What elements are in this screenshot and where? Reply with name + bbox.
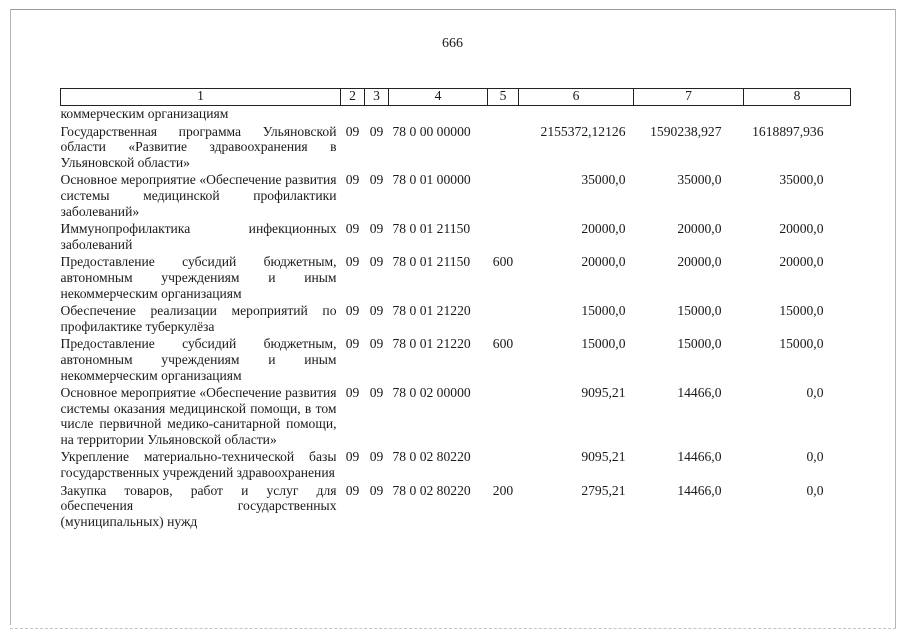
table-row (61, 447, 851, 480)
row-subsection: 09 (369, 254, 384, 270)
page-border-bottom (10, 628, 896, 629)
row-amount-year-2: 1590238,927 (650, 123, 722, 139)
header-col-2: 2 (341, 89, 365, 106)
row-section: 09 (345, 123, 360, 139)
row-amount-year-3: 15000,0 (779, 336, 824, 352)
row-expense-type: 200 (492, 482, 514, 498)
table-row (61, 252, 851, 301)
row-description: Предоставление субсидий бюджетным, автономным учреждениям и иным некоммерческим организациям (60, 254, 337, 301)
table-row (61, 122, 851, 171)
table-row (61, 301, 851, 334)
table-row (61, 170, 851, 219)
row-amount-year-2: 14466,0 (677, 449, 722, 465)
header-col-1: 1 (61, 89, 341, 106)
row-subsection: 09 (369, 123, 384, 139)
table-row (61, 219, 851, 252)
row-amount-year-1: 15000,0 (581, 336, 626, 352)
row-amount-year-1: 15000,0 (581, 303, 626, 319)
table-body (61, 122, 851, 530)
row-amount-year-3: 20000,0 (779, 221, 824, 237)
row-amount-year-1: 2155372,12126 (540, 123, 626, 139)
row-amount-year-2: 14466,0 (677, 482, 722, 498)
table-header-row (61, 89, 851, 106)
row-section: 09 (345, 303, 360, 319)
header-col-7: 7 (634, 89, 744, 106)
row-expense-type (488, 447, 519, 480)
continuation-row (61, 106, 851, 122)
page-border-right (895, 9, 896, 629)
row-amount-year-1: 2795,21 (581, 482, 626, 498)
row-target-article: 78 0 01 21220 (392, 303, 471, 319)
header-col-5: 5 (488, 89, 519, 106)
row-amount-year-2: 15000,0 (677, 303, 722, 319)
row-target-article: 78 0 01 00000 (392, 172, 471, 188)
row-target-article: 78 0 01 21220 (392, 336, 471, 352)
row-subsection: 09 (369, 449, 384, 465)
row-subsection: 09 (369, 221, 384, 237)
row-amount-year-1: 9095,21 (581, 449, 626, 465)
row-amount-year-3: 35000,0 (779, 172, 824, 188)
row-amount-year-2: 35000,0 (677, 172, 722, 188)
row-amount-year-3: 0,0 (806, 449, 824, 465)
row-amount-year-3: 15000,0 (779, 303, 824, 319)
row-subsection: 09 (369, 336, 384, 352)
row-section: 09 (345, 254, 360, 270)
row-amount-year-1: 20000,0 (581, 254, 626, 270)
header-col-8: 8 (744, 89, 851, 106)
row-section: 09 (345, 385, 360, 401)
row-target-article: 78 0 02 00000 (392, 385, 471, 401)
row-expense-type (488, 219, 519, 252)
row-subsection: 09 (369, 172, 384, 188)
row-description: Укрепление материально-технической базы государственных учреждений здравоохранения (60, 449, 337, 481)
row-amount-year-2: 20000,0 (677, 254, 722, 270)
row-section: 09 (345, 482, 360, 498)
row-expense-type (488, 383, 519, 447)
row-amount-year-3: 20000,0 (779, 254, 824, 270)
header-col-4: 4 (389, 89, 488, 106)
page-number: 666 (442, 36, 463, 51)
row-amount-year-3: 1618897,936 (752, 123, 824, 139)
row-section: 09 (345, 221, 360, 237)
row-description: Основное мероприятие «Обеспечение развития системы медицинской профилактики заболеваний» (60, 172, 337, 219)
row-description: Иммунопрофилактика инфекционных заболеваний (60, 221, 337, 252)
page-border-left (10, 9, 11, 625)
row-section: 09 (345, 336, 360, 352)
row-description: Закупка товаров, работ и услуг для обеспечения государственных (муниципальных) нужд (60, 482, 337, 529)
budget-table (60, 88, 851, 529)
row-amount-year-2: 15000,0 (677, 336, 722, 352)
page-border-top (10, 9, 895, 10)
row-target-article: 78 0 00 00000 (392, 123, 471, 139)
row-subsection: 09 (369, 385, 384, 401)
row-amount-year-3: 0,0 (806, 385, 824, 401)
header-col-3: 3 (365, 89, 389, 106)
continuation-text: коммерческим организациям (60, 106, 229, 121)
row-amount-year-3: 0,0 (806, 482, 824, 498)
row-amount-year-2: 14466,0 (677, 385, 722, 401)
row-subsection: 09 (369, 482, 384, 498)
table-row (61, 334, 851, 383)
header-col-6: 6 (519, 89, 634, 106)
row-section: 09 (345, 449, 360, 465)
row-amount-year-1: 35000,0 (581, 172, 626, 188)
row-target-article: 78 0 01 21150 (392, 254, 471, 270)
row-description: Государственная программа Ульяновской области «Развитие здравоохранения в Ульяновской области» (60, 123, 337, 170)
table-row (61, 481, 851, 530)
row-description: Основное мероприятие «Обеспечение развития системы оказания медицинской помощи, в том числе первичной медико-санитарной помощи, на территории Ульяновской области» (60, 385, 337, 447)
row-subsection: 09 (369, 303, 384, 319)
row-description: Обеспечение реализации мероприятий по профилактике туберкулёза (60, 303, 337, 334)
row-amount-year-2: 20000,0 (677, 221, 722, 237)
row-expense-type: 600 (492, 254, 514, 270)
row-amount-year-1: 9095,21 (581, 385, 626, 401)
row-amount-year-1: 20000,0 (581, 221, 626, 237)
row-expense-type (488, 122, 519, 171)
row-description: Предоставление субсидий бюджетным, автономным учреждениям и иным некоммерческим организациям (60, 336, 337, 383)
row-target-article: 78 0 01 21150 (392, 221, 471, 237)
table-row (61, 383, 851, 447)
row-expense-type (488, 301, 519, 334)
row-expense-type (488, 170, 519, 219)
row-target-article: 78 0 02 80220 (392, 449, 471, 465)
row-expense-type: 600 (492, 336, 514, 352)
row-target-article: 78 0 02 80220 (392, 482, 471, 498)
row-section: 09 (345, 172, 360, 188)
